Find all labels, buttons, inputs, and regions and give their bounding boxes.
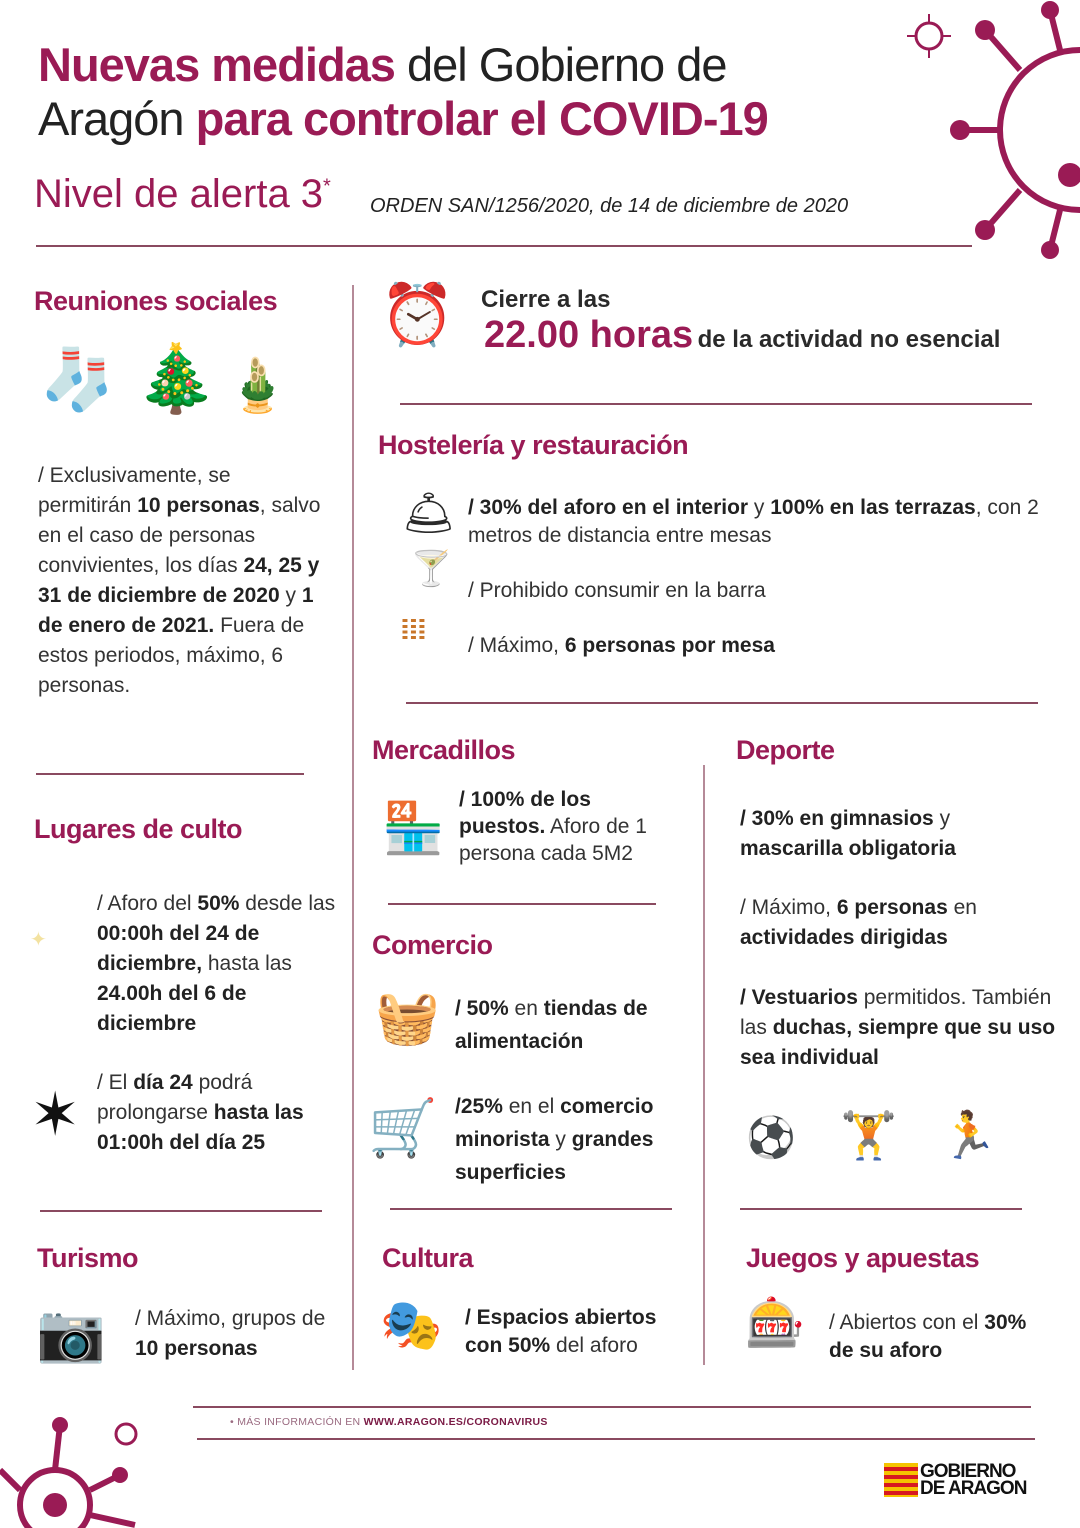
page-title <box>38 38 768 146</box>
deporte-item-2 <box>740 893 1040 953</box>
divider <box>36 245 972 247</box>
more-info-label: MÁS INFORMACIÓN EN <box>237 1416 364 1428</box>
bold-text: hasta las 01:00h del día 25 <box>97 1101 304 1154</box>
text: podrá prolongarse <box>97 1071 253 1124</box>
text: / Máximo, <box>468 634 565 657</box>
comercio-item-2 <box>455 1090 700 1189</box>
section-title-turismo: Turismo <box>37 1243 139 1273</box>
bold-text: 00:00h del 24 de diciembre, <box>97 922 260 975</box>
divider <box>388 903 656 905</box>
text: del aforo <box>550 1334 638 1357</box>
text: en <box>508 997 544 1020</box>
column-divider <box>352 285 354 1370</box>
bold-text: tiendas de alimentación <box>455 997 648 1053</box>
grocery-basket-icon: 🧺 <box>375 989 440 1047</box>
bold-text: 10 personas <box>137 494 260 517</box>
christmas-tree-icon: 🎄 <box>135 341 218 415</box>
bold-text: 24, 25 y 31 de diciembre de 2020 <box>38 554 320 607</box>
text: / El <box>97 1071 134 1094</box>
bold-text: grandes superficies <box>455 1128 654 1184</box>
bold-text: 6 personas <box>836 896 948 919</box>
mercadillos-text <box>459 786 679 867</box>
section-title-deporte: Deporte <box>736 735 835 765</box>
reuniones-text <box>38 461 323 701</box>
culto-item-1 <box>97 889 347 1039</box>
hosteleria-item-3 <box>468 631 1028 661</box>
culto-item-2 <box>97 1068 337 1158</box>
text: Aforo de 1 persona cada 5M2 <box>459 815 647 865</box>
text: / Máximo, grupos de <box>135 1307 326 1330</box>
bold-text: / 100% de los puestos. <box>459 788 591 838</box>
alarm-clock-icon: ⏰ <box>380 281 455 348</box>
text: / Aforo del <box>97 892 198 915</box>
divider <box>40 1210 322 1212</box>
divider <box>193 1406 1031 1408</box>
text: desde las <box>239 892 336 915</box>
bold-text: 100% en las terrazas <box>770 496 976 519</box>
text: del Gobierno de <box>394 38 727 91</box>
section-title-cultura: Cultura <box>382 1243 473 1273</box>
table-icon: 𝍖 <box>400 613 427 646</box>
small-virus-icon <box>905 12 953 60</box>
column-divider <box>703 765 705 1365</box>
more-info-link[interactable]: WWW.ARAGON.ES/CORONAVIRUS <box>363 1416 548 1428</box>
logo-line-2: DE ARAGON <box>920 1478 1027 1499</box>
text: y <box>279 584 302 607</box>
section-title-juegos: Juegos y apuestas <box>746 1243 980 1273</box>
text: / Máximo, <box>740 896 837 919</box>
star-icon: ✶ <box>30 1081 81 1148</box>
text: en el <box>502 1095 561 1118</box>
divider <box>400 403 1032 405</box>
bold-text: comercio minorista <box>455 1095 654 1151</box>
more-info: • MÁS INFORMACIÓN EN WWW.ARAGON.ES/CORONAVIRUS <box>230 1416 548 1428</box>
bold-text: / 30% del aforo en el interior <box>468 496 749 519</box>
deporte-item-1 <box>740 804 1040 864</box>
runner-icon: 🏃 <box>940 1109 998 1161</box>
bold-text: día 24 <box>133 1071 193 1094</box>
cloche-icon: 🛎 <box>402 489 456 536</box>
text: / Prohibido consumir en la barra <box>468 579 766 602</box>
bold-text: Nuevas medidas <box>38 38 395 91</box>
alert-level <box>34 172 331 217</box>
text: / Exclusivamente, se permitirán <box>38 464 231 517</box>
closing-label: Cierre a las <box>481 286 611 313</box>
divider <box>36 773 304 775</box>
theater-masks-icon: 🎭 <box>380 1297 443 1353</box>
title-line-2 <box>38 92 768 146</box>
text: hasta las <box>202 952 292 975</box>
bold-text: / 50% <box>455 997 509 1020</box>
hosteleria-item-2 <box>468 576 1028 606</box>
turismo-text <box>135 1304 335 1364</box>
gobierno-aragon-logo <box>884 1463 1026 1497</box>
closing-rest: de la actividad no esencial <box>697 326 1001 353</box>
text: y <box>748 496 771 519</box>
section-title-hosteleria: Hostelería y restauración <box>378 430 689 460</box>
bold-text: mascarilla obligatoria <box>740 837 956 860</box>
text: permitidos. También las <box>740 986 1052 1039</box>
title-line-1 <box>38 38 768 92</box>
section-title-mercadillos: Mercadillos <box>372 735 516 765</box>
ornaments-icon: 🎍 <box>225 357 290 415</box>
text: y <box>933 807 951 830</box>
bold-text: duchas, siempre que su uso sea individual <box>740 1016 1056 1069</box>
order-reference: ORDEN SAN/1256/2020, de 14 de diciembre de 2020 <box>370 195 849 217</box>
closing-time: 22.00 horas <box>484 314 694 356</box>
bold-text: / Espacios abiertos con 50% <box>465 1306 657 1357</box>
poker-chips-icon: 🎰 <box>745 1297 805 1350</box>
bold-text: 1 de enero de 2021. <box>38 584 314 637</box>
text: / Abiertos con el <box>829 1311 985 1334</box>
cultura-text <box>465 1304 695 1360</box>
sparkle-icon: ✦ <box>30 929 47 951</box>
soccer-ball-icon: ⚽ <box>746 1116 796 1160</box>
divider <box>390 1208 672 1210</box>
alert-level-text: Nivel de alerta 3 <box>34 172 324 216</box>
logo-line-1: GOBIERNO <box>920 1461 1016 1482</box>
bold-text: / Vestuarios <box>740 986 858 1009</box>
bold-text: /25% <box>455 1095 503 1118</box>
text: , con 2 metros de distancia entre mesas <box>468 496 1039 547</box>
virus-decoration-icon <box>940 0 1080 260</box>
deporte-item-3 <box>740 983 1060 1073</box>
text: en <box>947 896 977 919</box>
text: Fuera de estos periodos, máximo, 6 personas. <box>38 614 305 697</box>
hosteleria-item-1 <box>468 494 1048 550</box>
shopping-cart-icon: 🛒 <box>368 1096 438 1159</box>
bold-text: para controlar el COVID-19 <box>195 92 768 145</box>
bold-text: 10 personas <box>135 1337 258 1360</box>
camera-icon: 📷 <box>36 1301 106 1364</box>
bold-text: 30% de su aforo <box>829 1311 1027 1362</box>
bold-text: 6 personas por mesa <box>564 634 775 657</box>
divider <box>740 1208 1022 1210</box>
market-stall-icon: 🏪 <box>382 800 445 856</box>
text: , salvo en el caso de personas convivientes, los días <box>38 494 321 577</box>
alert-asterisk: * <box>323 175 331 198</box>
stocking-icon: 🧦 <box>40 346 115 413</box>
bold-text: 24.00h del 6 de diciembre <box>97 982 247 1035</box>
divider <box>406 702 1038 704</box>
text: y <box>549 1128 572 1151</box>
bold-text: 50% <box>197 892 240 915</box>
aragon-flag-icon <box>884 1463 918 1497</box>
comercio-item-1 <box>455 992 695 1058</box>
section-title-reuniones: Reuniones sociales <box>34 286 278 316</box>
bold-text: actividades dirigidas <box>740 926 948 949</box>
divider <box>197 1438 1035 1440</box>
weightlifter-icon: 🏋 <box>840 1109 898 1161</box>
bold-text: / 30% en gimnasios <box>740 807 934 830</box>
juegos-text <box>829 1309 1029 1365</box>
section-title-comercio: Comercio <box>372 930 493 960</box>
small-virus-bottom-icon <box>108 1416 144 1452</box>
cocktail-icon: 🍸 <box>410 550 453 588</box>
section-title-culto: Lugares de culto <box>34 814 243 844</box>
text: Aragón <box>38 92 196 145</box>
